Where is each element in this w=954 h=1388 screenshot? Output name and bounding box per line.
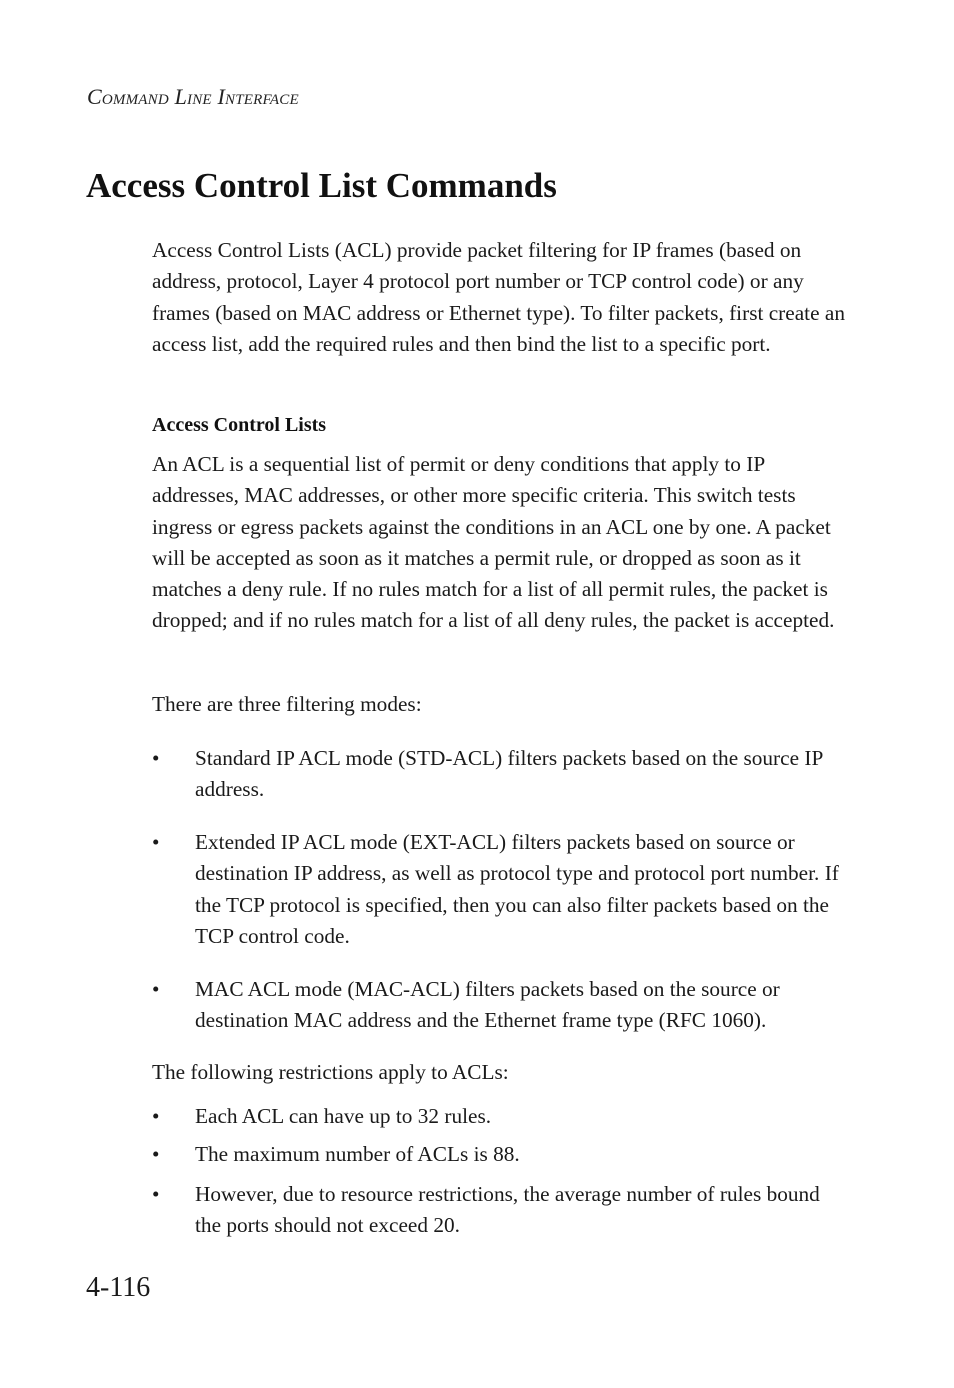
bullet-icon: • bbox=[152, 977, 160, 1001]
bullet-icon: • bbox=[152, 830, 160, 854]
restriction-item-text: The maximum number of ACLs is 88. bbox=[195, 1142, 520, 1166]
mode-item-text: Extended IP ACL mode (EXT-ACL) filters packets based on source or destination IP address, as well as protocol type and protocol port number. If the TCP protocol is specified, then you can also filter packets based on the TCP control code. bbox=[195, 830, 839, 948]
bullet-icon: • bbox=[152, 1182, 160, 1206]
intro-paragraph: Access Control Lists (ACL) provide packet filtering for IP frames (based on address, protocol, Layer 4 protocol port number or TCP control code) or any frames (based on MAC address or Ethernet type). To filter packets, first create an access list, add the required rules and then bind the list to a specific port. bbox=[152, 238, 845, 356]
restrictions-intro: The following restrictions apply to ACLs: bbox=[152, 1060, 509, 1084]
page-title: Access Control List Commands bbox=[86, 166, 557, 205]
section-paragraph: An ACL is a sequential list of permit or deny conditions that apply to IP addresses, MAC addresses, or other more specific criteria. This switch tests ingress or egress packets against the conditions in an ACL one by one. A packet will be accepted as soon as it matches a permit rule, or dropped as soon as it matches a deny rule. If no rules match for a list of all permit rules, the packet is dropped; and if no rules match for a list of all deny rules, the packet is accepted. bbox=[152, 452, 835, 633]
modes-intro: There are three filtering modes: bbox=[152, 692, 422, 716]
section-heading: Access Control Lists bbox=[152, 414, 327, 436]
page-number: 4-116 bbox=[86, 1272, 151, 1303]
running-head: Command Line Interface bbox=[87, 84, 299, 109]
restriction-item-text: However, due to resource restrictions, the average number of rules bound the ports should not exceed 20. bbox=[195, 1182, 820, 1238]
mode-item-text: Standard IP ACL mode (STD-ACL) filters packets based on the source IP address. bbox=[195, 746, 823, 802]
bullet-icon: • bbox=[152, 1104, 160, 1128]
bullet-icon: • bbox=[152, 1142, 160, 1166]
bullet-icon: • bbox=[152, 746, 160, 770]
restriction-item-text: Each ACL can have up to 32 rules. bbox=[195, 1104, 492, 1128]
mode-item-text: MAC ACL mode (MAC-ACL) filters packets based on the source or destination MAC address and the Ethernet frame type (RFC 1060). bbox=[195, 977, 780, 1033]
